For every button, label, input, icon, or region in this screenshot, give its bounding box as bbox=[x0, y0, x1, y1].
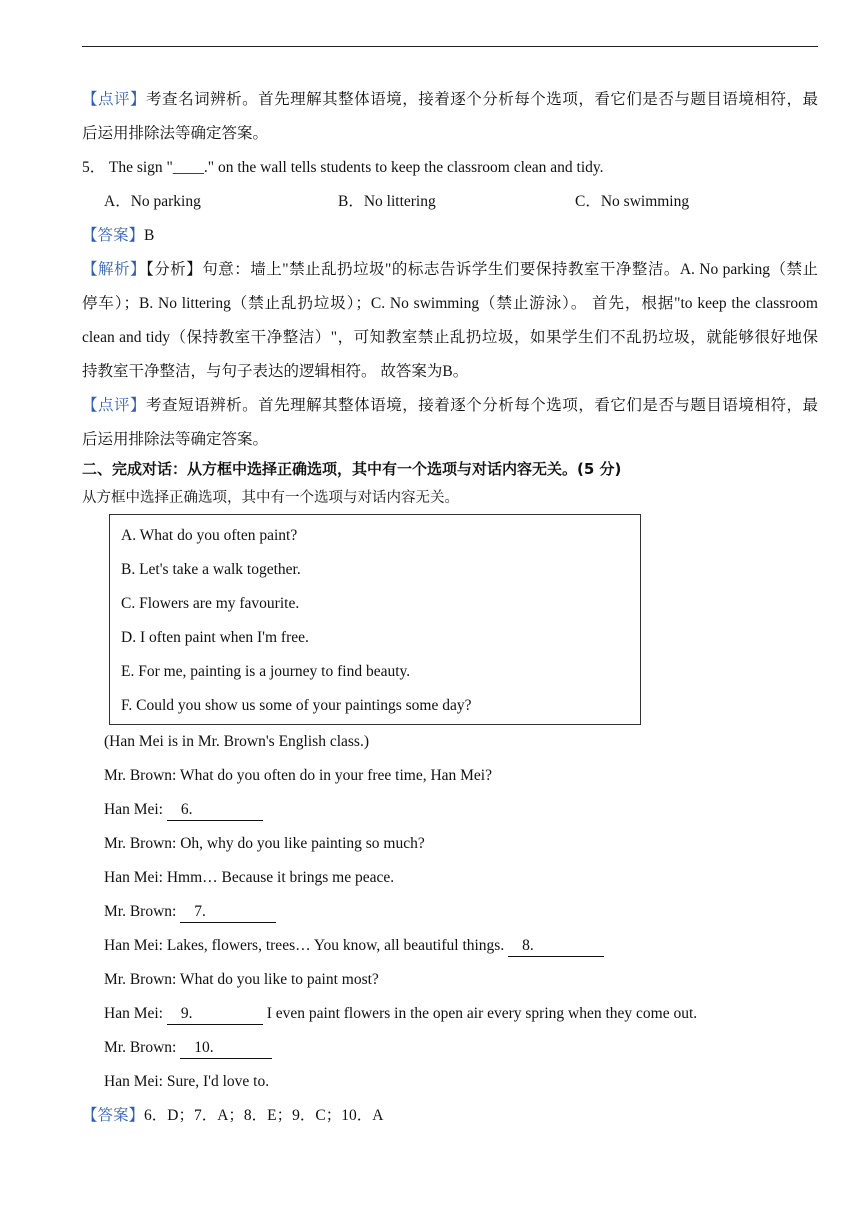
answer-line bbox=[82, 219, 818, 253]
comment-text-continued: 后运用排除法等确定答案。 bbox=[82, 431, 269, 448]
comment-tag: 【点评】 bbox=[82, 91, 147, 108]
dialogue-line bbox=[104, 793, 840, 827]
box-option-b: B. Let's take a walk together. bbox=[121, 561, 301, 578]
dialogue-intro: (Han Mei is in Mr. Brown's English class.) bbox=[104, 733, 369, 750]
answer-value: 6．D；7．A；8．E；9．C；10．A bbox=[144, 1107, 384, 1124]
answer-tag: 【答案】 bbox=[82, 1107, 145, 1124]
box-option-e: E. For me, painting is a journey to find beauty. bbox=[121, 663, 411, 680]
answer-blank-6: 6. bbox=[167, 800, 263, 821]
analysis-text-3: clean and tidy（保持教室干净整洁）"，可知教室禁止乱扔垃圾，如果学生们不乱扔垃圾，就能够很好地保 bbox=[82, 329, 818, 346]
dialogue-line bbox=[104, 895, 840, 929]
dialogue-line bbox=[104, 997, 840, 1031]
speaker: Mr. Brown: bbox=[104, 903, 181, 920]
answer-blank-7: 7. bbox=[180, 902, 276, 923]
dialogue-line bbox=[104, 1031, 840, 1065]
answer-blank-9: 9. bbox=[167, 1004, 263, 1025]
comment-text: 考查短语辨析。首先理解其整体语境，接着逐个分析每个选项，看它们是否与题目语境相符，最 bbox=[146, 397, 818, 414]
analysis-text-2: 停车）；B. No littering（禁止乱扔垃圾）；C. No swimming（禁止游泳）。 首先，根据"to keep the classroom bbox=[82, 295, 818, 312]
section-instruction: 从方框中选择正确选项，其中有一个选项与对话内容无关。 bbox=[82, 490, 459, 506]
comment-line bbox=[82, 83, 818, 117]
box-option-d: D. I often paint when I'm free. bbox=[121, 629, 309, 646]
box-option-c: C. Flowers are my favourite. bbox=[121, 595, 300, 612]
question-stem bbox=[82, 151, 818, 185]
section-heading: 二、完成对话：从方框中选择正确选项，其中有一个选项与对话内容无关。(5 分) bbox=[82, 460, 622, 478]
speaker: Mr. Brown: bbox=[104, 1039, 181, 1056]
answer-blank-8: 8. bbox=[508, 936, 604, 957]
dialogue-line: Mr. Brown: What do you like to paint most? bbox=[104, 971, 379, 988]
analysis-text: 句意：墙上"禁止乱扔垃圾"的标志告诉学生们要保持教室干净整洁。A. No parking（禁止 bbox=[202, 261, 818, 278]
option-b: B．No littering bbox=[338, 193, 436, 210]
dialogue-text: Han Mei: Lakes, flowers, trees… You know, all beautiful things. bbox=[104, 937, 509, 954]
dialogue-text: I even paint flowers in the open air every spring when they come out. bbox=[262, 1005, 698, 1022]
header-rule bbox=[82, 46, 818, 47]
question-text: The sign "____." on the wall tells students to keep the classroom clean and tidy. bbox=[108, 159, 604, 176]
dialogue-line: Mr. Brown: What do you often do in your free time, Han Mei? bbox=[104, 767, 492, 784]
analysis-line bbox=[82, 253, 818, 287]
answer-blank-10: 10. bbox=[180, 1038, 272, 1059]
options-box bbox=[109, 514, 641, 725]
comment-text: 考查名词辨析。首先理解其整体语境，接着逐个分析每个选项，看它们是否与题目语境相符，最 bbox=[146, 91, 818, 108]
comment-tag: 【点评】 bbox=[82, 397, 147, 414]
dialogue-line: Han Mei: Hmm… Because it brings me peace. bbox=[104, 869, 395, 886]
question-number: 5． bbox=[82, 159, 106, 176]
speaker: Han Mei: bbox=[104, 801, 167, 818]
option-a: A．No parking bbox=[104, 193, 201, 210]
answer-line bbox=[82, 1099, 818, 1133]
dialogue-line: Han Mei: Sure, I'd love to. bbox=[104, 1073, 270, 1090]
answer-tag: 【答案】 bbox=[82, 227, 145, 244]
speaker: Han Mei: bbox=[104, 1005, 167, 1022]
dialogue-line: Mr. Brown: Oh, why do you like painting so much? bbox=[104, 835, 425, 852]
box-option-a: A. What do you often paint? bbox=[121, 527, 298, 544]
analysis-text-4: 持教室干净整洁，与句子表达的逻辑相符。 故答案为B。 bbox=[82, 363, 469, 380]
box-option-f: F. Could you show us some of your paintings some day? bbox=[121, 697, 472, 714]
comment-text-continued: 后运用排除法等确定答案。 bbox=[82, 125, 269, 142]
option-c: C．No swimming bbox=[575, 193, 690, 210]
answer-value: B bbox=[144, 227, 155, 244]
comment-line bbox=[82, 389, 818, 423]
analysis-tag: 【解析】 bbox=[82, 261, 146, 278]
dialogue-line bbox=[104, 929, 840, 963]
analysis-subtag: 【分析】 bbox=[146, 261, 203, 278]
